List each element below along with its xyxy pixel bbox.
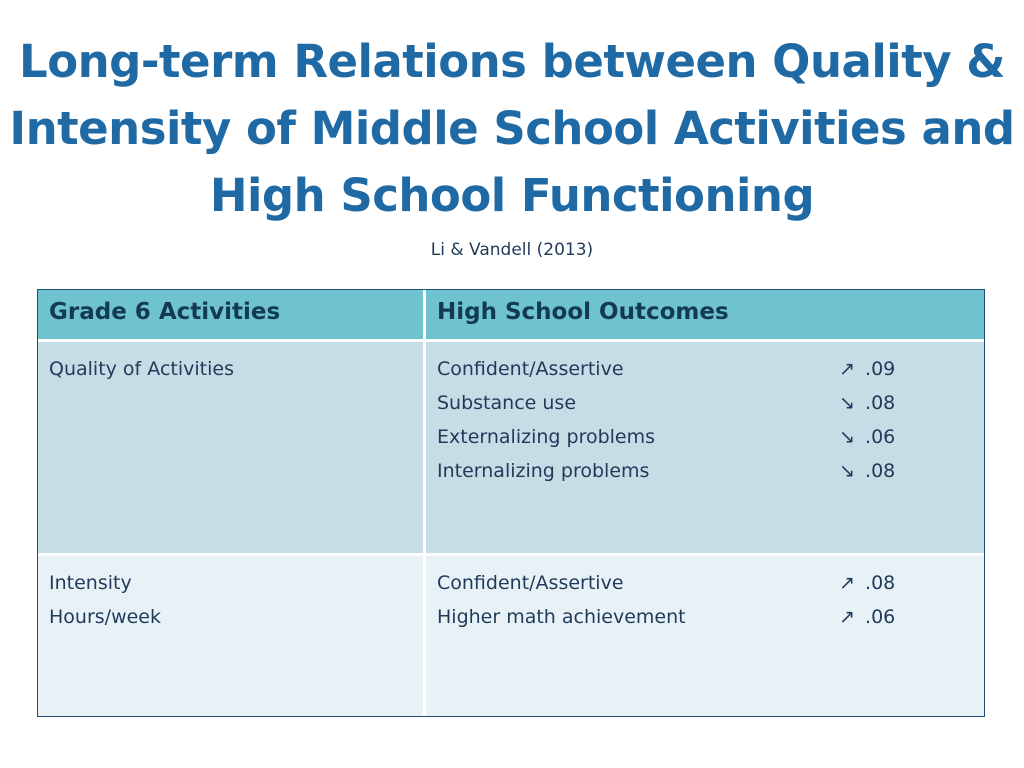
title-line-3: High School Functioning — [209, 169, 815, 222]
slide-title — [0, 28, 1024, 229]
row2-outcomes-cell — [426, 556, 984, 716]
arrow-up-icon: ↗ — [839, 358, 855, 380]
row2-activity-cell — [38, 556, 426, 716]
outcome-value: .08 — [865, 572, 896, 594]
outcome-value: .08 — [865, 460, 896, 482]
outcome-name: Higher math achievement — [437, 606, 686, 628]
outcome-item — [437, 600, 973, 634]
outcome-item — [437, 386, 973, 420]
arrow-down-icon: ↘ — [839, 460, 855, 482]
header-high-school-outcomes: High School Outcomes — [426, 290, 984, 342]
title-line-2: Intensity of Middle School Activities and — [9, 102, 1015, 155]
results-table — [37, 289, 985, 717]
row1-activity-label: Quality of Activities — [49, 358, 234, 380]
outcome-item — [437, 420, 973, 454]
row2-activity-label: Intensity — [49, 572, 132, 594]
title-line-1: Long-term Relations between Quality & — [19, 35, 1005, 88]
outcome-name: Internalizing problems — [437, 460, 650, 482]
outcome-name: Confident/Assertive — [437, 572, 624, 594]
outcome-value: .08 — [865, 392, 896, 414]
outcome-item — [437, 566, 973, 600]
header-grade6-activities: Grade 6 Activities — [38, 290, 426, 342]
arrow-down-icon: ↘ — [839, 392, 855, 414]
outcome-item — [437, 352, 973, 386]
outcome-name: Substance use — [437, 392, 577, 414]
arrow-up-icon: ↗ — [839, 606, 855, 628]
arrow-down-icon: ↘ — [839, 426, 855, 448]
citation: Li & Vandell (2013) — [430, 240, 594, 260]
outcome-value: .06 — [865, 606, 896, 628]
row1-activity-cell — [38, 342, 426, 556]
outcome-value: .09 — [865, 358, 896, 380]
outcome-value: .06 — [865, 426, 896, 448]
arrow-up-icon: ↗ — [839, 572, 855, 594]
row2-activity-sublabel: Hours/week — [49, 606, 161, 628]
outcome-name: Confident/Assertive — [437, 358, 624, 380]
row1-outcomes-cell — [426, 342, 984, 556]
outcome-name: Externalizing problems — [437, 426, 656, 448]
outcome-item — [437, 454, 973, 488]
